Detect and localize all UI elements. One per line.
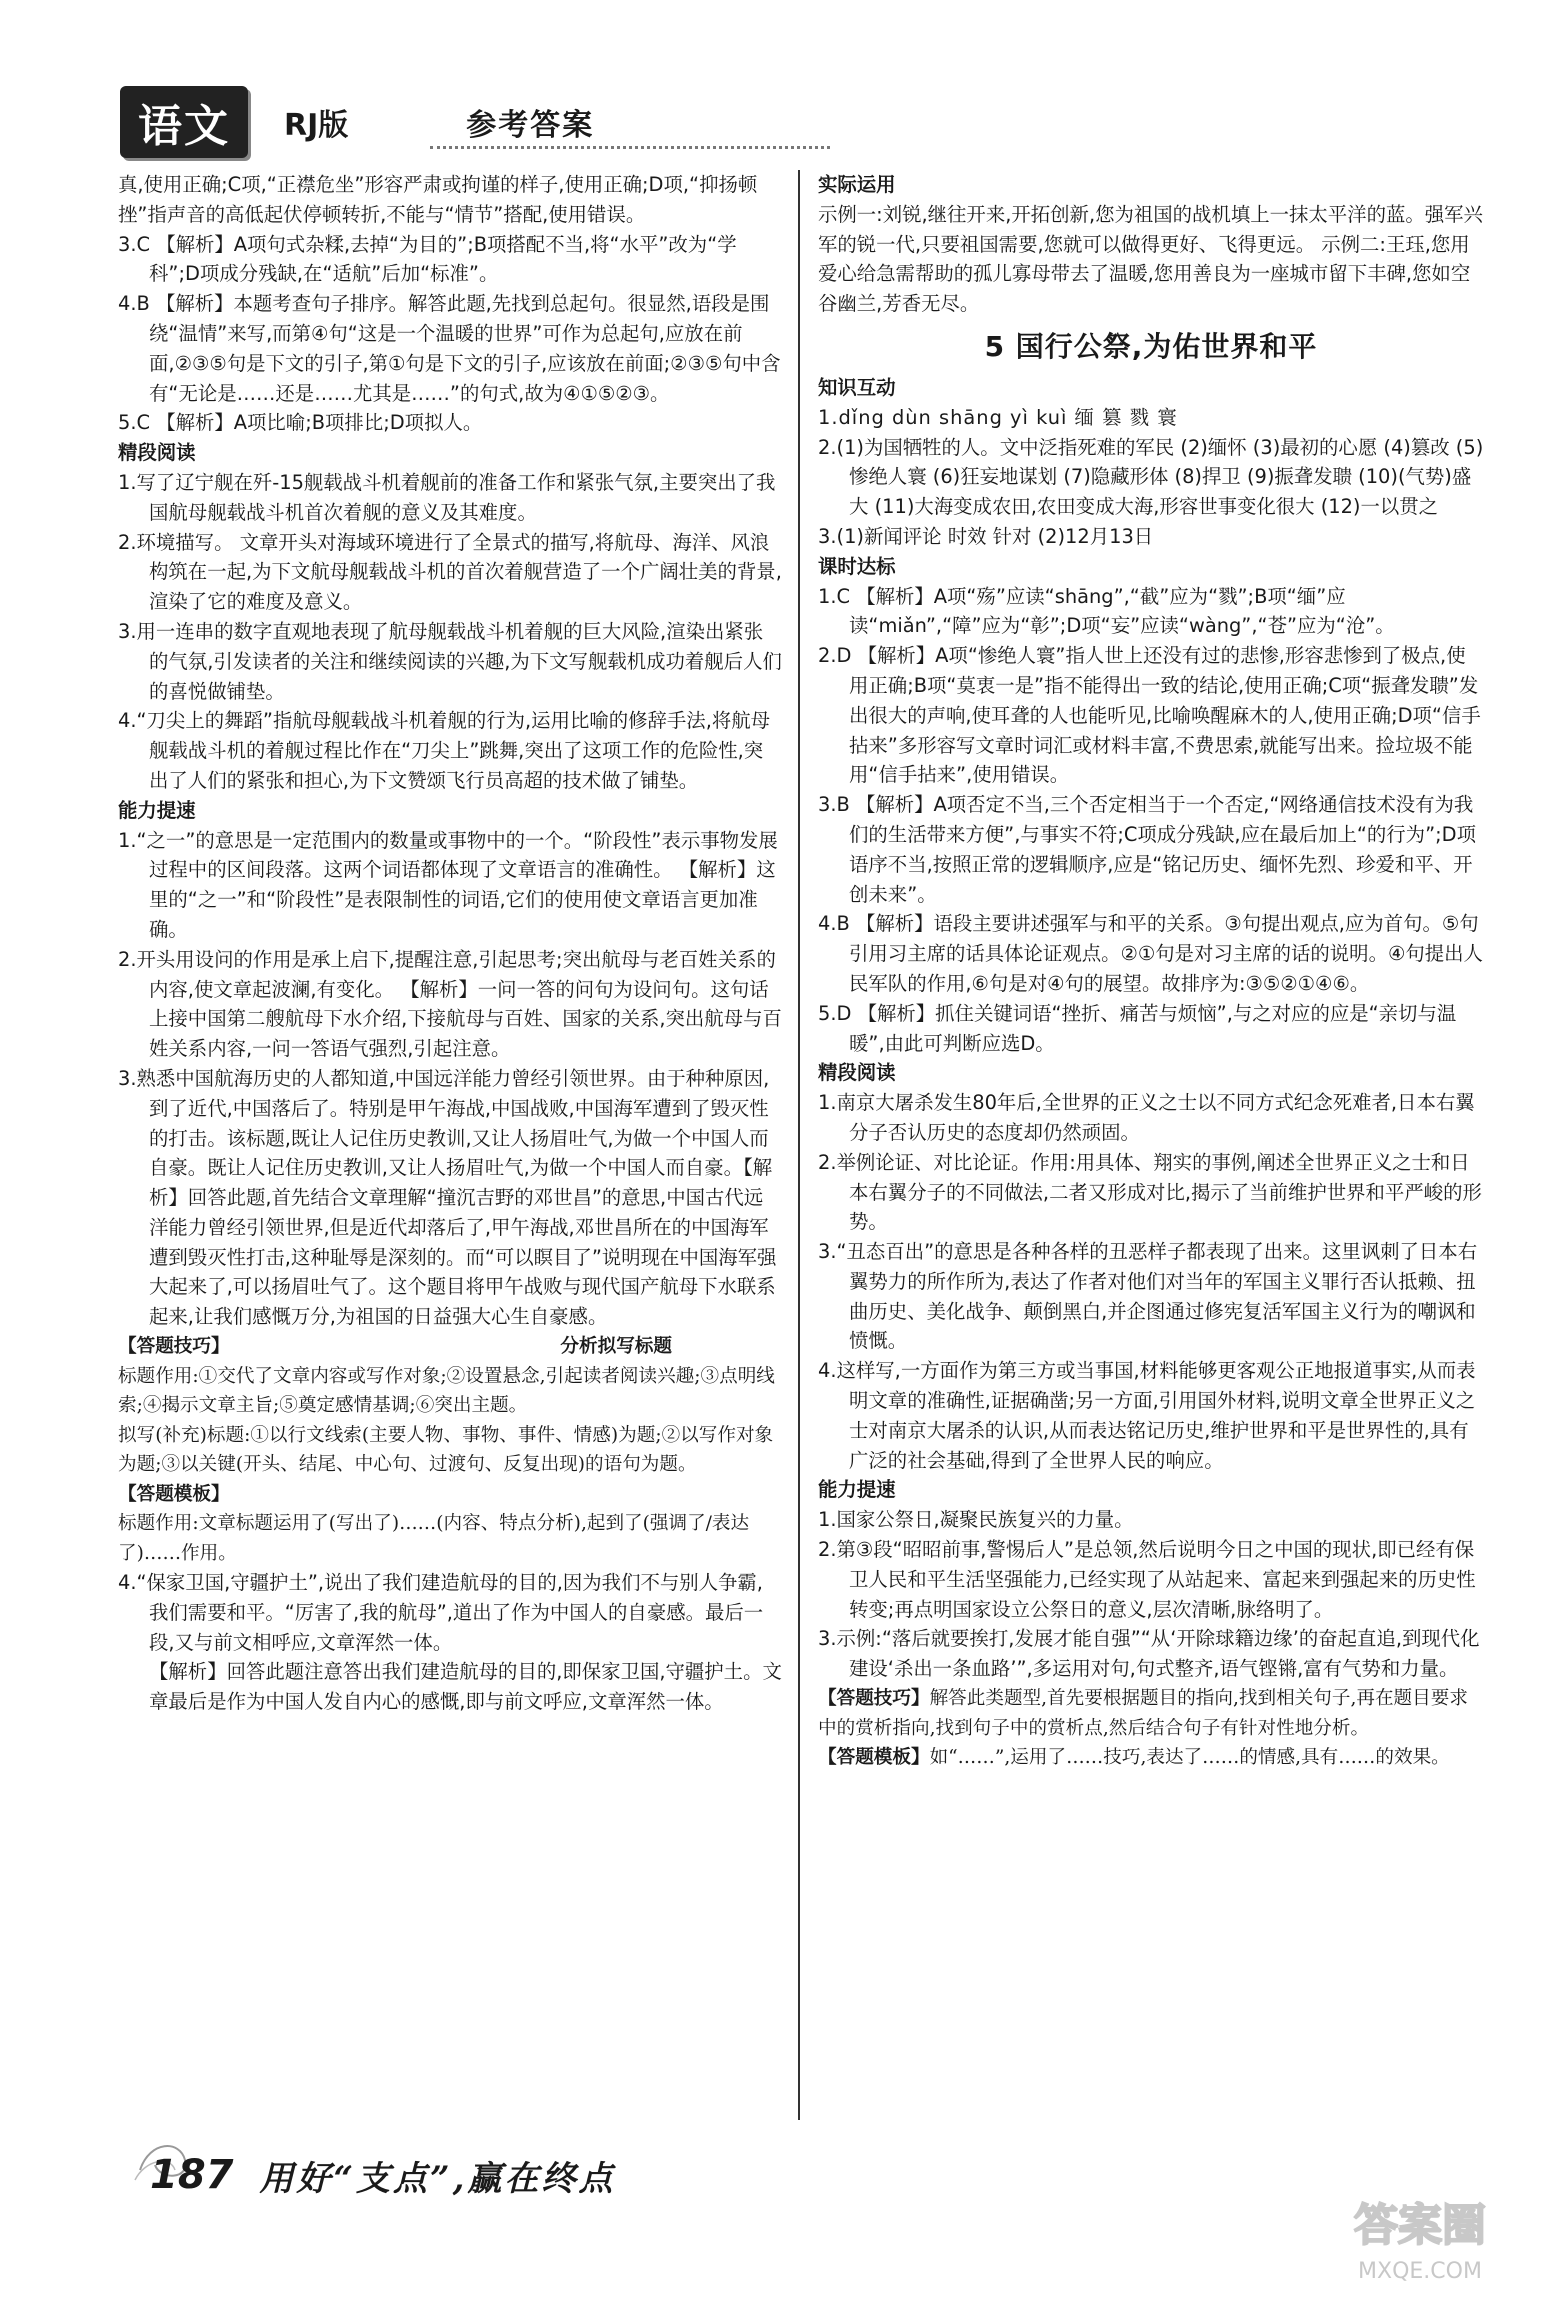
answer-item: 3.B 【解析】A项否定不当,三个否定相当于一个否定,“网络通信技术没有为我们的生活带来方便”,与事实不符;C项成分残缺,应在最后加上“的行为”;D项语序不当,按照正常的逻辑顺序,应是“铭记历史、缅怀先烈、珍爱和平、开创未来”。 xyxy=(818,793,1476,906)
answer-item: 3.用一连串的数字直观地表现了航母舰载战斗机着舰的巨大风险,渲染出紧张的气氛,引发读者的关注和继续阅读的兴趣,为下文写舰载机成功着舰后人们的喜悦做铺垫。 xyxy=(118,619,782,703)
tip-line: 解答此类题型,首先要根据题目的指向,找到相关句子,再在题目要求中的赏析指向,找到句子中的赏析点,然后结合句子有针对性地分析。 xyxy=(818,1688,1468,1739)
answer-item: 2.第③段“昭昭前事,警惕后人”是总领,然后说明今日之中国的现状,即已经有保卫人民和平生活坚强能力,已经实现了从站起来、富起来到强起来的历史性转变;再点明国家设立公祭日的意义,层次清晰,脉络明了。 xyxy=(818,1538,1476,1621)
answer-note: 【解析】回答此题注意答出我们建造航母的目的,即保家卫国,守疆护土。文章最后是作为中国人发自内心的感慨,即与前文呼应,文章浑然一体。 xyxy=(149,1660,782,1714)
answer-item: 2.开头用设问的作用是承上启下,提醒注意,引起思考;突出航母与老百姓关系的内容,使文章起波澜,有变化。 【解析】一问一答的问句为设问句。这句话上接中国第二艘航母下水介绍,下接航母与百姓、国家的关系,突出航母与百姓关系内容,一问一答语气强烈,引起注意。 xyxy=(118,947,782,1061)
answer-item: 5.C 【解析】A项比喻;B项排比;D项拟人。 xyxy=(118,411,483,435)
header-title: 参考答案 xyxy=(466,108,595,143)
section-heading: 能力提速 xyxy=(118,798,196,822)
chapter-title: 5 国行公祭,为佑世界和平 xyxy=(984,329,1318,363)
answer-item: 4.B 【解析】本题考查句子排序。解答此题,先找到总起句。很显然,语段是围绕“温情”来写,而第④句“这是一个温暖的世界”可作为总起句,应放在前面,②③⑤句是下文的引子,第①句是下文的引子,应该放在前面;②③⑤句中含有“无论是……还是……尤其是……”的句式,故为④①⑤②③。 xyxy=(118,292,781,405)
tip-line: 拟写(补充)标题:①以行文线索(主要人物、事物、事件、情感)为题;②以写作对象为题;③以关键(开头、结尾、中心句、过渡句、反复出现)的语句为题。 xyxy=(118,1424,774,1476)
section-heading: 能力提速 xyxy=(818,1478,896,1502)
section-heading: 实际运用 xyxy=(818,173,896,196)
answer-item: 5.D 【解析】抓住关键词语“挫折、痛苦与烦恼”,与之对应的应是“亲切与温暖”,由此可判断应选D。 xyxy=(818,1001,1457,1055)
answer-item: 4.“刀尖上的舞蹈”指航母舰载战斗机着舰的行为,运用比喻的修辞手法,将航母舰载战斗机的着舰过程比作在“刀尖上”跳舞,突出了这项工作的危险性,突出了人们的紧张和担心,为下文赞颂飞行员高超的技术做了铺垫。 xyxy=(118,709,771,792)
answer-item: 2.D 【解析】A项“惨绝人寰”指人世上还没有过的悲惨,形容悲惨到了极点,使用正确;B项“莫衷一是”指不能得出一致的结论,使用正确;C项“振聋发聩”发出很大的声响,使耳聋的人也能听见,比喻唤醒麻木的人,使用正确;D项“信手拈来”多形容写文章时词汇或材料丰富,不费思索,就能写出来。捡垃圾不能用“信手拈来”,使用错误。 xyxy=(818,644,1481,787)
watermark-text: 答案圈 xyxy=(1354,2200,1486,2251)
answer-item: 3.示例:“落后就要挨打,发展才能自强”“从‘开除球籍边缘’的奋起直追,到现代化建设‘杀出一条血路’”,多运用对句,句式整齐,语气铿锵,富有气势和力量。 xyxy=(818,1627,1480,1681)
tip-label: 【答题技巧】 xyxy=(118,1336,230,1358)
page-number: 187 xyxy=(150,2152,234,2198)
answer-item: 3.熟悉中国航海历史的人都知道,中国远洋能力曾经引领世界。由于种种原因,到了近代,中国落后了。特别是甲午海战,中国战败,中国海军遭到了毁灭性的打击。该标题,既让人记住历史教训,又让人扬眉吐气,为做一个中国人而自豪。既让人记住历史教训,又让人扬眉吐气,为做一个中国人而自豪。【解析】回答此题,首先结合文章理解“撞沉吉野的邓世昌”的意思,中国古代远洋能力曾经引领世界,但是近代却落后了,甲午海战,邓世昌所在的中国海军遭到毁灭性打击,这种耻辱是深刻的。而“可以瞑目了”说明现在中国海军强大起来了,可以扬眉吐气了。这个题目将甲午战败与现代国产航母下水联系起来,让我们感慨万分,为祖国的日益强大心生自豪感。 xyxy=(118,1066,777,1329)
header-dotted-rule xyxy=(430,146,830,149)
answer-item: 3.“丑态百出”的意思是各种各样的丑恶样子都表现了出来。这里讽刺了日本右翼势力的所作所为,表达了作者对他们对当年的军国主义罪行否认抵赖、扭曲历史、美化战争、颠倒黑白,并企图通过修宪复活军国主义行为的嘲讽和愤慨。 xyxy=(818,1240,1478,1353)
page-footer xyxy=(150,2140,770,2210)
right-column xyxy=(818,170,1484,2110)
column-divider xyxy=(798,170,800,2120)
edition-label: RJ版 xyxy=(284,108,349,143)
section-heading: 课时达标 xyxy=(818,554,896,578)
tip-block xyxy=(818,1684,1484,1743)
answer-item: 4.“保家卫国,守疆护土”,说出了我们建造航母的目的,因为我们不与别人争霸,我们需要和平。“厉害了,我的航母”,道出了作为中国人的自豪感。最后一段,又与前文相呼应,文章浑然一体。 xyxy=(118,1571,764,1654)
template-line: 标题作用:文章标题运用了(写出了)……(内容、特点分析),起到了(强调了/表达了)……作用。 xyxy=(118,1513,750,1564)
footer-slogan: 用好“支点”,赢在终点 xyxy=(259,2158,616,2199)
subject-badge: 语文 xyxy=(120,86,248,158)
answer-item: 4.B 【解析】语段主要讲述强军与和平的关系。③句提出观点,应为首句。⑤句引用习主席的话具体论证观点。②①句是对习主席的话的说明。④句提出人民军队的作用,⑥句是对④句的展望。故排序为:③⑤②①④⑥。 xyxy=(818,912,1483,995)
tip-label: 【答题技巧】 xyxy=(818,1688,930,1710)
answer-item: 1.写了辽宁舰在歼-15舰载战斗机着舰前的准备工作和紧张气氛,主要突出了我国航母舰载战斗机首次着舰的意义及其难度。 xyxy=(118,470,776,524)
answer-item: 4.这样写,一方面作为第三方或当事国,材料能够更客观公正地报道事实,从而表明文章的准确性,证据确凿;另一方面,引用国外材料,说明文章全世界正义之士对南京大屠杀的认识,从而表达铭记历史,维护世界和平是世界性的,具有广泛的社会基础,得到了全世界人民的响应。 xyxy=(818,1359,1476,1472)
watermark-url: MXQE.COM xyxy=(1358,2259,1482,2284)
section-heading: 知识互动 xyxy=(818,375,896,399)
intro-text: 真,使用正确;C项,“正襟危坐”形容严肃或拘谨的样子,使用正确;D项,“抑扬顿挫”指声音的高低起伏停顿转折,不能与“情节”搭配,使用错误。 xyxy=(118,173,758,226)
template-line: 如“……”,运用了……技巧,表达了……的情感,具有……的效果。 xyxy=(929,1747,1450,1769)
template-label: 【答题模板】 xyxy=(818,1747,930,1769)
watermark-logo-icon xyxy=(1330,2180,1510,2290)
tip-title: 分析拟写标题 xyxy=(560,1336,672,1358)
answer-item: 2.(1)为国牺牲的人。文中泛指死难的军民 (2)缅怀 (3)最初的心愿 (4)篡改 (5)惨绝人寰 (6)狂妄地谋划 (7)隐藏形体 (8)捍卫 (9)振聋发聩 (10)(气势)盛大 (11)大海变成农田,农田变成大海,形容世事变化很大 (12)一以贯之 xyxy=(818,435,1484,519)
section-heading: 精段阅读 xyxy=(118,441,196,465)
pinyin-answer: 1.dǐng dùn shāng yì kuì 缅 篡 戮 寰 xyxy=(818,405,1178,429)
answer-item: 1.南京大屠杀发生80年后,全世界的正义之士以不同方式纪念死难者,日本右翼分子否认历史的态度却仍然顽固。 xyxy=(818,1091,1475,1144)
template-block xyxy=(818,1743,1484,1773)
section-heading: 精段阅读 xyxy=(818,1061,896,1085)
answer-item: 3.(1)新闻评论 时效 针对 (2)12月13日 xyxy=(818,524,1154,548)
answer-item: 1.C 【解析】A项“殇”应读“shāng”,“截”应为“戮”;B项“缅”应读“miǎn”,“障”应为“彰”;D项“妄”应读“wàng”,“苍”应为“沧”。 xyxy=(818,584,1395,638)
answer-item: 2.举例论证、对比论证。作用:用具体、翔实的事例,阐述全世界正义之士和日本右翼分子的不同做法,二者又形成对比,揭示了当前维护世界和平严峻的形势。 xyxy=(818,1150,1482,1234)
tip-header xyxy=(118,1332,782,1362)
left-column xyxy=(118,170,782,2110)
answer-item: 3.C 【解析】A项句式杂糅,去掉“为目的”;B项搭配不当,将“水平”改为“学科”;D项成分残缺,在“适航”后加“标准”。 xyxy=(118,232,737,286)
answer-item: 1.“之一”的意思是一定范围内的数量或事物中的一个。“阶段性”表示事物发展过程中的区间段落。这两个词语都体现了文章语言的准确性。 【解析】这里的“之一”和“阶段性”是表限制性的词语,它们的使用使文章语言更加准确。 xyxy=(118,828,778,941)
practice-text: 示例一:刘锐,继往开来,开拓创新,您为祖国的战机填上一抹太平洋的蓝。强军兴军的锐一代,只要祖国需要,您就可以做得更好、飞得更远。 示例二:王珏,您用爱心给急需帮助的孤儿寡母带去了温暖,您用善良为一座城市留下丰碑,您如空谷幽兰,芳香无尽。 xyxy=(818,202,1483,316)
template-label: 【答题模板】 xyxy=(118,1483,230,1505)
answer-item: 2.环境描写。 文章开头对海域环境进行了全景式的描写,将航母、海洋、风浪构筑在一起,为下文航母舰载战斗机的首次着舰营造了一个广阔壮美的背景,渲染了它的难度及意义。 xyxy=(118,530,782,614)
answer-item: 1.国家公祭日,凝聚民族复兴的力量。 xyxy=(818,1508,1134,1532)
tip-line: 标题作用:①交代了文章内容或写作对象;②设置悬念,引起读者阅读兴趣;③点明线索;④揭示文章主旨;⑤奠定感情基调;⑥突出主题。 xyxy=(118,1365,775,1417)
